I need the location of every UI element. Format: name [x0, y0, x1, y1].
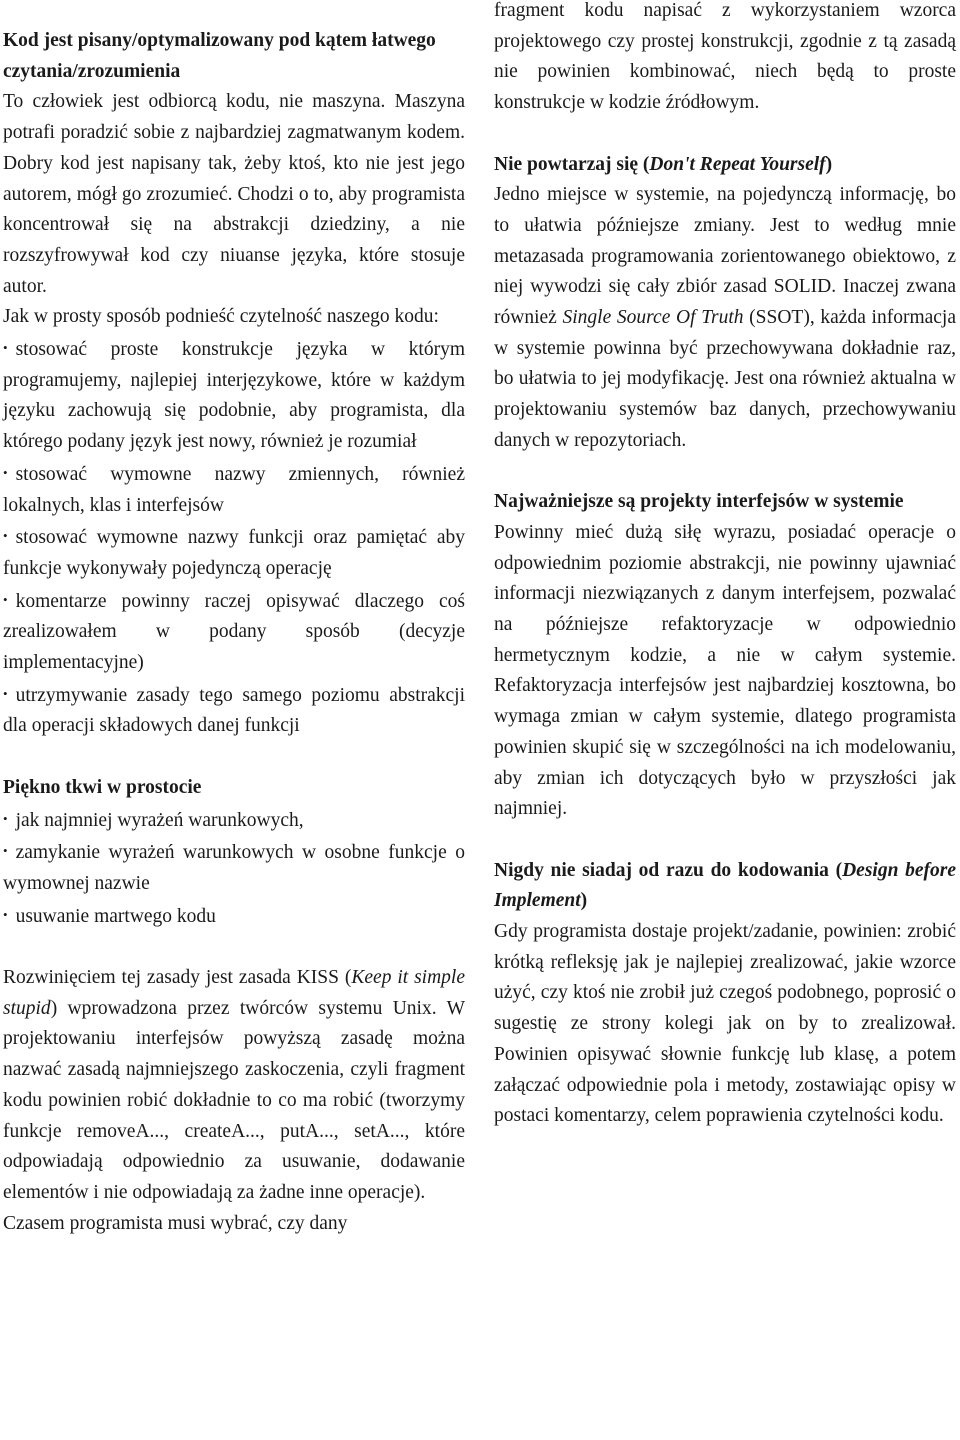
paragraph-continued: Czasem programista musi wybrać, czy dany	[3, 1212, 348, 1234]
heading-readability: Kod jest pisany/optymalizowany pod kątem łatwego czytania/zrozumienia	[3, 30, 436, 82]
list-item: • utrzymywanie zasady tego samego poziomu abstrakcji dla operacji składowych danej funkcji	[3, 684, 465, 737]
paragraph-reader-is-human: To człowiek jest odbiorcą kodu, nie maszyna. Maszyna potrafi poradzić sobie z najbardziej zagmatwanym kodem. Dobry kod jest napisany tak, żeby ktoś, kto nie jest jego autorem, mógł go zrozumieć. Chodzi o to, aby programista koncentrował się na abstrakcji dziedziny, a nie rozszyfrowywał kod czy niuanse języka, które stosuje autor.	[3, 91, 465, 297]
heading-design-first: Nigdy nie siadaj od razu do kodowania (Design before Implement)	[494, 859, 957, 912]
bullet-icon: •	[3, 591, 8, 607]
bullet-icon: •	[3, 810, 8, 826]
list-item: • jak najmniej wyrażeń warunkowych,	[3, 809, 304, 831]
list-item: • stosować wymowne nazwy zmiennych, również lokalnych, klas i interfejsów	[3, 463, 465, 516]
bullet-icon: •	[3, 464, 8, 480]
paragraph-continuation: fragment kodu napisać z wykorzystaniem wzorca projektowego czy prostej konstrukcji, zgodnie z tą zasadą nie powinien kombinować, niech będą to proste konstrukcje w kodzie źródłowym.	[494, 0, 956, 114]
heading-interfaces: Najważniejsze są projekty interfejsów w systemie	[494, 491, 904, 513]
heading-simplicity: Piękno tkwi w prostocie	[3, 776, 202, 798]
heading-dry: Nie powtarzaj się (Don't Repeat Yourself)	[494, 153, 833, 175]
bullet-icon: •	[3, 528, 8, 544]
list-item: • komentarze powinny raczej opisywać dlaczego coś zrealizowałem w podany sposób (decyzje implementacyjne)	[3, 590, 465, 674]
bullet-icon: •	[3, 906, 8, 922]
paragraph-kiss: Rozwinięciem tej zasady jest zasada KISS (Keep it simple stupid) wprowadzona przez twórców systemu Unix. W projektowaniu interfejsów powyższą zasadę można nazwać zasadą najmniejszego zaskoczenia, czyli fragment kodu powinien robić dokładnie to co ma robić (tworzymy funkcje removeA..., createA..., putA..., setA..., które odpowiadają odpowiednio za usuwanie, dodawanie elementów i nie odpowiadają za żadne inne operacje).	[3, 967, 465, 1203]
list-item: • stosować proste konstrukcje języka w którym programujemy, najlepiej interjęzykowe, które w każdym języku zachowują się podobnie, aby programista, dla którego podany język jest nowy, również je rozumiał	[3, 339, 465, 453]
paragraph-dry: Jedno miejsce w systemie, na pojedynczą informację, bo to ułatwia późniejsze zmiany. Jest to według mnie metazasada programowania zorientowanego obiektowo, z niej wywodzi się cały zbiór zasad SOLID. Inaczej zwana również Single Source Of Truth (SSOT), każda informacja w systemie powinna być przechowywana dokładnie raz, bo ułatwia to jej modyfikację. Jest ona również aktualna w projektowaniu systemów baz danych, przechowywaniu danych w repozytoriach.	[494, 184, 956, 451]
list-item: • zamykanie wyrażeń warunkowych w osobne funkcje o wymownej nazwie	[3, 842, 465, 894]
paragraph-interfaces: Powinny mieć dużą siłę wyrazu, posiadać operacje o odpowiednim poziomie abstrakcji, nie powinny ujawniać informacji niezwiązanych z danym interfejsem, pozwalać na późniejsze refaktoryzacje w odpowiednio hermetycznym kodzie, a nie w całym systemie. Refaktoryzacja interfejsów jest najbardziej kosztowna, bo wymaga zmian w całym systemie, dlatego programista powinien skupić się w szczególności na ich modelowaniu, aby zmian ich dotyczących było w przyszłości jak najmniej.	[494, 521, 956, 820]
bullet-icon: •	[3, 843, 8, 859]
right-column	[494, 0, 956, 1132]
bullet-icon: •	[3, 340, 8, 356]
bullet-icon: •	[3, 685, 8, 701]
list-item: • stosować wymowne nazwy funkcji oraz pamiętać aby funkcje wykonywały pojedynczą operację	[3, 527, 465, 579]
left-column	[3, 0, 465, 1239]
list-item: • usuwanie martwego kodu	[3, 905, 216, 927]
paragraph-design-first: Gdy programista dostaje projekt/zadanie, powinien: zrobić krótką refleksję jak je najlepiej zrealizować, jakie wzorce użyć, czy ktoś nie zrobił już czegoś podobnego, poprosić o sugestię ze strony kolegi jak on by to zrealizował. Powinien opisywać słownie funkcję lub klasę, a potem załączać odpowiednie pola i metody, zostawiając opisy w postaci komentarzy, celem poprawienia czytelności kodu.	[494, 921, 956, 1127]
paragraph-how-to-improve: Jak w prosty sposób podnieść czytelność naszego kodu:	[3, 306, 439, 328]
